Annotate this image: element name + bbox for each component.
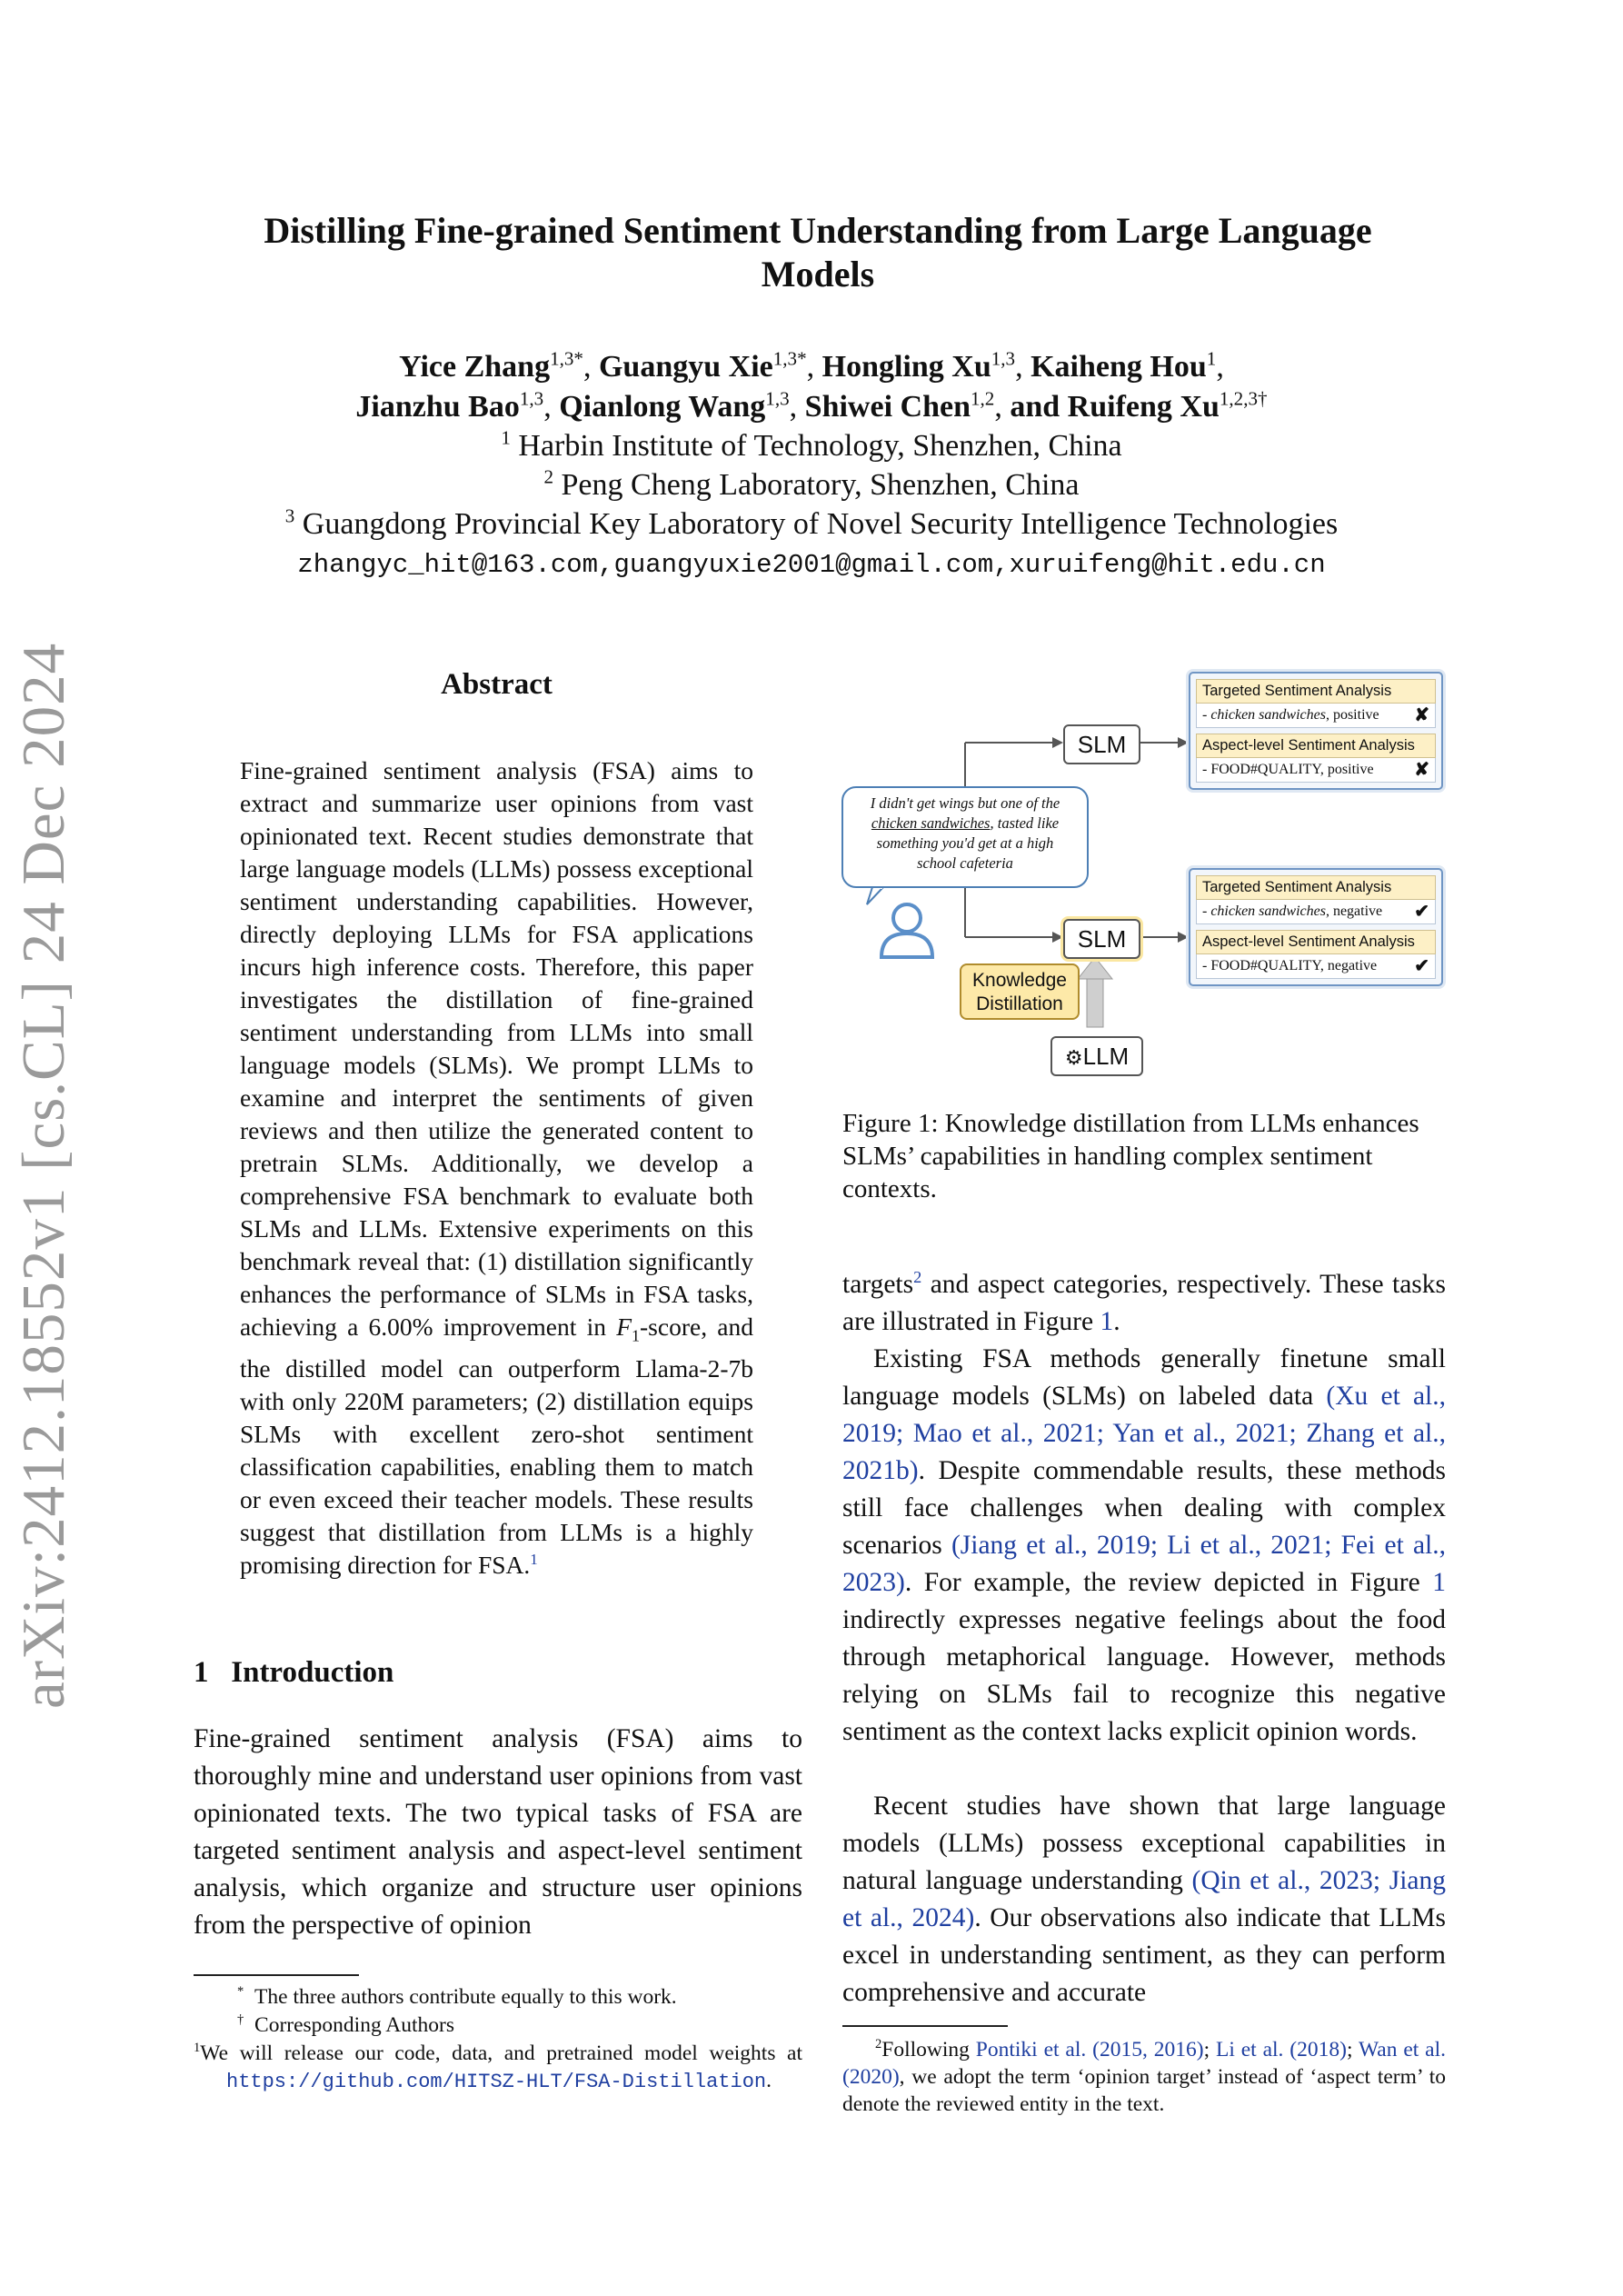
review-line-1: I didn't get wings but one of the	[870, 794, 1060, 812]
p1-text: targets	[842, 1270, 914, 1299]
user-person-icon	[881, 904, 932, 957]
check-icon: ✔	[1414, 956, 1429, 976]
review-speech-bubble	[841, 786, 1089, 888]
author-sup: 1,3*	[550, 347, 583, 370]
tsa-target: chicken sandwiches	[1210, 903, 1326, 919]
llm-label: LLM	[1082, 1043, 1130, 1070]
intro-paragraph-1: Fine-grained sentiment analysis (FSA) aims to thoroughly mine and understand user opinions from vast opinionated texts. The two typical tasks of FSA are targeted sentiment analysis and aspect-level sentiment analysis, which organize and structure user opinions from the perspective of opinion	[194, 1724, 802, 1940]
footnote-ref-2[interactable]: 2	[913, 1268, 922, 1287]
figure-1	[836, 668, 1454, 1086]
author-name: Shiwei Chen	[804, 390, 971, 424]
author-name: Hongling Xu	[821, 350, 991, 384]
section-number: 1	[194, 1656, 209, 1689]
affiliation-text: Peng Cheng Laboratory, Shenzhen, China	[561, 468, 1080, 502]
affiliation-1	[109, 426, 1514, 466]
right-paragraph-3	[842, 1788, 1446, 2011]
repo-link[interactable]: https://github.com/HITSZ-HLT/FSA-Distillation	[226, 2071, 767, 2093]
footnote-2-mark: 2	[875, 2037, 882, 2052]
p3-text: Recent studies have shown that large language models (LLMs) possess exceptional capabilities in natural language understanding	[842, 1792, 1446, 1895]
footnote-dagger	[194, 2011, 802, 2039]
review-line-3: something you'd get at a high	[876, 834, 1054, 852]
llm-logo-icon: ⚙	[1064, 1046, 1083, 1069]
asa-polarity: - FOOD#QUALITY, negative	[1202, 958, 1378, 973]
affiliation-sup: 3	[284, 504, 295, 527]
author-sup: 1,3*	[772, 347, 807, 370]
p2-text: Existing FSA methods generally finetune small language models (SLMs) on labeled data	[842, 1344, 1446, 1411]
tsa-polarity: , negative	[1325, 903, 1383, 919]
author-conjunction: and	[1010, 390, 1060, 424]
author-emails[interactable]: zhangyc_hit@163.com,guangyuxie2001@gmail.com,xuruifeng@hit.edu.cn	[297, 550, 1326, 580]
author-sup: 1,3	[991, 347, 1016, 370]
review-line-4: school cafeteria	[917, 854, 1013, 872]
results-panel-bottom	[1189, 868, 1443, 986]
citation-link[interactable]: (Xu et al., 2019; Mao et al., 2021; Yan et al., 2021; Zhang et al., 2021b)	[842, 1382, 1446, 1485]
p1-end: .	[1113, 1307, 1120, 1336]
figure-ref-link[interactable]: 1	[1432, 1568, 1446, 1597]
asa-result-bottom	[1196, 954, 1436, 979]
title-line-1: Distilling Fine-grained Sentiment Understanding from Large Language	[264, 210, 1372, 251]
p2-text-4: indirectly expresses negative feelings about the food through metaphorical language. However, methods relying on SLMs fail to recognize this negative sentiment as the context lacks explicit opinion words.	[842, 1605, 1446, 1746]
footnote-1-text: We will release our code, data, and pretrained model weights at	[200, 2041, 802, 2065]
tsa-dash: -	[1202, 707, 1211, 723]
cross-icon: ✘	[1414, 760, 1429, 780]
abstract-body	[240, 754, 753, 1582]
footnote-1-end: .	[766, 2069, 772, 2092]
knowledge-distillation-box	[960, 963, 1080, 1020]
abstract-text-2: -score, and the distilled model can outperform Llama-2-7b with only 220M parameters; (2) distillation equips SLMs with excellent zero-shot sentiment classification capabilities, enabling them to match or even exceed their teacher models. These results suggest that distillation from LLMs is a highly promising direction for FSA.	[240, 1313, 753, 1579]
review-target: chicken sandwiches	[871, 814, 991, 832]
footnote-dagger-mark: †	[237, 2012, 244, 2028]
f1-variable: F	[616, 1313, 632, 1341]
figure-1-caption: Figure 1: Knowledge distillation from LLMs enhances SLMs’ capabilities in handling complex sentiment contexts.	[842, 1109, 1419, 1203]
asa-title: Aspect-level Sentiment Analysis	[1196, 734, 1436, 758]
author-name: Jianzhu Bao	[355, 390, 520, 424]
citation-link[interactable]: Pontiki et al. (2015, 2016)	[975, 2038, 1204, 2061]
abstract-text-1: Fine-grained sentiment analysis (FSA) aims to extract and summarize user opinions from vast opinionated text. Recent studies demonstrate that large language models (LLMs) possess exceptional sentiment understanding capabilities. However, directly deploying LLMs for FSA applications incurs high inference costs. Therefore, this paper investigates the distillation of fine-grained sentiment understanding from LLMs into small language models (SLMs). We prompt LLMs to examine and interpret the sentiments of given reviews and then utilize the generated content to pretrain SLMs. Additionally, we develop a comprehensive FSA benchmark to evaluate both SLMs and LLMs. Extensive experiments on this benchmark reveal that: (1) distillation significantly enhances the performance of SLMs in FSA tasks, achieving a 6.00% improvement in	[240, 756, 753, 1341]
author-line-1: Yice Zhang$^{1,3*}$, Guangyu Xie$^{1,3*}$, Hongling Xu$^{1,3}$, Kaiheng Hou$^1$,	[399, 347, 1224, 384]
footnote-2	[842, 2036, 1446, 2118]
footnote-rule	[194, 1974, 359, 1976]
author-name: Guangyu Xie	[598, 350, 773, 384]
tsa-title: Targeted Sentiment Analysis	[1196, 875, 1436, 900]
author-sup: 1	[1206, 347, 1217, 370]
affiliation-text: Guangdong Provincial Key Laboratory of Novel Security Intelligence Technologies	[302, 507, 1339, 541]
footnote-2-text: Following	[881, 2038, 976, 2061]
author-name: Kaiheng Hou	[1031, 350, 1207, 384]
tsa-title: Targeted Sentiment Analysis	[1196, 679, 1436, 704]
affiliation-sup: 2	[543, 465, 554, 488]
footnote-star	[194, 1983, 802, 2011]
footnote-2-text-2: , we adopt the term ‘opinion target’ instead of ‘aspect term’ to denote the reviewed entity in the text.	[842, 2065, 1446, 2116]
slm-box-bottom: SLM	[1063, 919, 1140, 959]
footnote-ref-1[interactable]: 1	[530, 1550, 538, 1568]
citation-link[interactable]: Li et al. (2018)	[1215, 2038, 1347, 2061]
footnote-1	[194, 2040, 802, 2096]
title-line-2: Models	[761, 254, 875, 294]
llm-box	[1050, 1036, 1143, 1076]
section-heading-introduction	[194, 1656, 802, 1690]
tsa-polarity: , positive	[1325, 707, 1379, 723]
footnote-star-text: The three authors contribute equally to this work.	[254, 1985, 677, 2009]
asa-title: Aspect-level Sentiment Analysis	[1196, 930, 1436, 954]
review-line-2: , tasted like	[990, 814, 1060, 832]
section-title: Introduction	[231, 1656, 394, 1689]
affiliation-2	[109, 465, 1514, 505]
right-paragraph-2	[842, 1341, 1446, 1751]
author-sup: 1,3	[519, 387, 544, 410]
arxiv-stamp: arXiv:2412.18552v1 [cs.CL] 24 Dec 2024	[10, 642, 77, 1709]
tsa-target: chicken sandwiches	[1210, 707, 1326, 723]
f1-subscript: 1	[632, 1326, 641, 1345]
author-sup: 1,2	[970, 387, 995, 410]
p2-text-2: . Despite commendable results, these methods still face challenges when dealing with complex scenarios	[842, 1456, 1446, 1560]
footnote-2-sep: ;	[1346, 2038, 1359, 2061]
tsa-dash: -	[1202, 903, 1211, 919]
paper-title	[164, 209, 1472, 296]
citation-link[interactable]: (Jiang et al., 2019; Li et al., 2021; Fei et al., 2023)	[842, 1531, 1446, 1597]
asa-polarity: - FOOD#QUALITY, positive	[1202, 762, 1374, 777]
affiliation-3	[109, 504, 1514, 544]
results-panel-top	[1189, 672, 1443, 790]
author-name: Yice Zhang	[399, 350, 551, 384]
footnote-dagger-text: Corresponding Authors	[254, 2013, 455, 2037]
right-paragraph-1	[842, 1266, 1446, 1341]
kd-line-1: Knowledge	[972, 970, 1067, 991]
tsa-result-bottom	[1196, 900, 1436, 924]
footnote-rule	[842, 2025, 1008, 2027]
author-line-2: Jianzhu Bao$^{1,3}$, Qianlong Wang$^{1,3}$, Shiwei Chen$^{1,2}$, and Ruifeng $Xu^{1,2,3\dagger}$	[355, 387, 1268, 424]
p3-text-2: . Our observations also indicate that LLMs excel in understanding sentiment, as they can perform comprehensive and accurate	[842, 1903, 1446, 2007]
p2-text-3: . For example, the review depicted in Figure	[904, 1568, 1433, 1597]
asa-result-top	[1196, 758, 1436, 783]
abstract-heading: Abstract	[441, 668, 553, 701]
author-sup: 1,3	[765, 387, 790, 410]
author-sup: 1,2,3†	[1219, 387, 1268, 410]
affiliation-text: Harbin Institute of Technology, Shenzhen, China	[518, 429, 1122, 463]
footnote-2-sep: ;	[1203, 2038, 1216, 2061]
cross-icon: ✘	[1414, 705, 1429, 725]
check-icon: ✔	[1414, 902, 1429, 922]
footnote-star-mark: *	[237, 1984, 244, 2000]
affiliation-sup: 1	[501, 426, 511, 449]
footnote-1-mark: 1	[194, 2041, 201, 2056]
figure-ref-link[interactable]: 1	[1100, 1307, 1114, 1336]
citation-link[interactable]: (Qin et al., 2023; Jiang et al., 2024)	[842, 1866, 1447, 1932]
author-name: Ruifeng Xu	[1067, 390, 1220, 424]
citation-link[interactable]: Wan et al. (2020)	[842, 2038, 1447, 2089]
slm-box-top: SLM	[1063, 724, 1140, 764]
author-name: Qianlong Wang	[559, 390, 766, 424]
kd-line-2: Distillation	[976, 993, 1063, 1014]
tsa-result-top	[1196, 704, 1436, 728]
p1-text-2: and aspect categories, respectively. These tasks are illustrated in Figure	[842, 1270, 1446, 1336]
